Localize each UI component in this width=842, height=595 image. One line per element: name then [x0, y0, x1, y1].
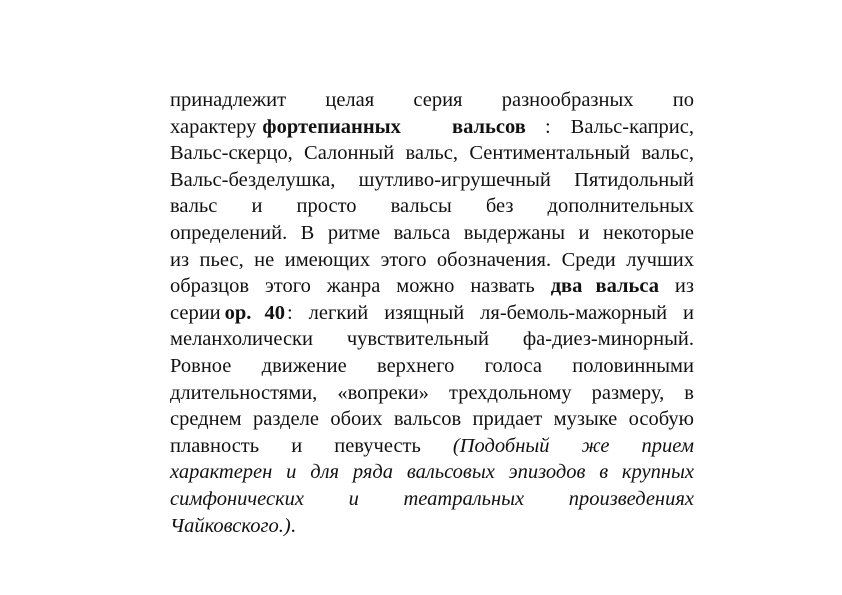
word: вальса	[393, 221, 451, 244]
italic-word: же	[581, 434, 610, 457]
word: В	[300, 221, 315, 244]
word: длительностями,	[170, 381, 318, 404]
italic-word: и	[348, 487, 359, 510]
word: голоса	[484, 354, 542, 377]
word: обоих	[330, 408, 383, 431]
word: трехдольному	[449, 381, 572, 404]
word: половинными	[572, 354, 694, 377]
text-line	[170, 273, 694, 300]
italic-word: прием	[641, 434, 694, 457]
italic-word: Чайковского.)	[170, 514, 291, 537]
bold-term: op. 40	[224, 301, 285, 324]
italic-word: симфонических	[170, 487, 305, 510]
word: не	[254, 248, 275, 271]
text-line	[170, 433, 694, 460]
word: вальсов	[393, 408, 462, 431]
text-line	[170, 247, 694, 274]
word: дополнительных	[547, 195, 694, 218]
word: без	[485, 195, 514, 218]
word: Вальс-безделушка,	[170, 168, 336, 191]
text-line	[170, 326, 694, 353]
bold-term-text: фортепианных вальсов	[262, 115, 526, 138]
word: вальсы	[390, 195, 452, 218]
word: лучших	[626, 248, 694, 271]
italic-word: произведениях	[568, 487, 694, 510]
text-line	[170, 353, 694, 380]
word: имеющих	[284, 248, 371, 271]
word: изящный	[384, 301, 465, 324]
bold-term: два вальса	[550, 275, 659, 298]
word: Вальс-скерцо,	[170, 142, 293, 165]
word: Пятидольный	[574, 168, 694, 191]
word: Ровное	[170, 354, 232, 377]
word: этого	[264, 275, 311, 298]
word: ля-бемоль-мажорный	[480, 301, 668, 324]
word: Сентиментальный	[469, 142, 631, 165]
word: особую	[628, 408, 694, 431]
text-line	[170, 87, 694, 114]
word: выдержаны	[463, 221, 565, 244]
word: легкий	[308, 301, 369, 324]
punctuation: .	[290, 514, 296, 537]
italic-word: в	[599, 461, 609, 484]
word: верхнего	[377, 354, 455, 377]
word: разделе	[253, 408, 319, 431]
word: просто	[296, 195, 357, 218]
word: плавность	[170, 434, 260, 457]
punctuation: :	[544, 115, 551, 138]
text-line	[170, 513, 694, 540]
word: и	[291, 434, 303, 457]
text-line	[170, 193, 694, 220]
italic-word: крупных	[621, 461, 694, 484]
word: и	[578, 221, 590, 244]
word: по	[672, 89, 694, 111]
italic-word: и	[286, 461, 297, 484]
word: Салонный	[304, 142, 395, 165]
word: пьес,	[199, 248, 244, 271]
text-line	[170, 300, 694, 327]
word: придает	[472, 408, 543, 431]
word: движение	[261, 354, 347, 377]
word: в	[684, 381, 694, 404]
word: образцов	[170, 275, 250, 298]
text-line	[170, 486, 694, 513]
italic-word: характерен	[170, 461, 273, 484]
text-line	[170, 220, 694, 247]
word: определений.	[170, 221, 288, 244]
word: ритме	[327, 221, 381, 244]
word: шутливо-игрушечный	[358, 168, 551, 191]
italic-word: вальсовых	[406, 461, 495, 484]
word: меланхолически	[170, 328, 313, 351]
punctuation: :	[286, 301, 293, 324]
word: вальс,	[405, 142, 459, 165]
word: музыке	[553, 408, 618, 431]
text-line	[170, 140, 694, 167]
word: принадлежит	[170, 89, 287, 111]
word: и	[251, 195, 263, 218]
word: Вальс-каприс,	[570, 115, 694, 138]
italic-word: ряда	[352, 461, 393, 484]
word: вальс,	[641, 142, 694, 165]
word: чувствительный	[346, 328, 490, 351]
word: размеру,	[591, 381, 665, 404]
word: из	[674, 275, 694, 298]
word: некоторые	[602, 221, 694, 244]
text-line	[170, 167, 694, 194]
body-paragraph	[170, 87, 694, 539]
word: «вопреки»	[337, 381, 429, 404]
word: характеру	[170, 115, 257, 138]
text-line	[170, 459, 694, 486]
italic-word: для	[310, 461, 340, 484]
text-line	[170, 380, 694, 407]
word: целая	[325, 89, 375, 111]
word: из	[170, 248, 190, 271]
word: среднем	[170, 408, 242, 431]
italic-word: театральных	[403, 487, 525, 510]
bold-phrase-group	[262, 114, 550, 141]
italic-word: эпизодов	[508, 461, 586, 484]
word: можно	[396, 275, 455, 298]
word: жанра	[326, 275, 381, 298]
word: Среди	[561, 248, 616, 271]
bold-term	[262, 114, 545, 141]
word: и	[683, 301, 694, 324]
word: серии	[170, 301, 221, 324]
word: вальс	[170, 195, 218, 218]
text-line	[170, 114, 694, 141]
italic-word: (Подобный	[452, 434, 550, 457]
word: обозначения.	[436, 248, 552, 271]
word: этого	[380, 248, 427, 271]
word: назвать	[470, 275, 535, 298]
word: певучесть	[334, 434, 421, 457]
word: серия	[413, 89, 463, 111]
word: разнообразных	[501, 89, 634, 111]
word: фа-диез-минорный.	[522, 328, 694, 351]
text-line	[170, 406, 694, 433]
